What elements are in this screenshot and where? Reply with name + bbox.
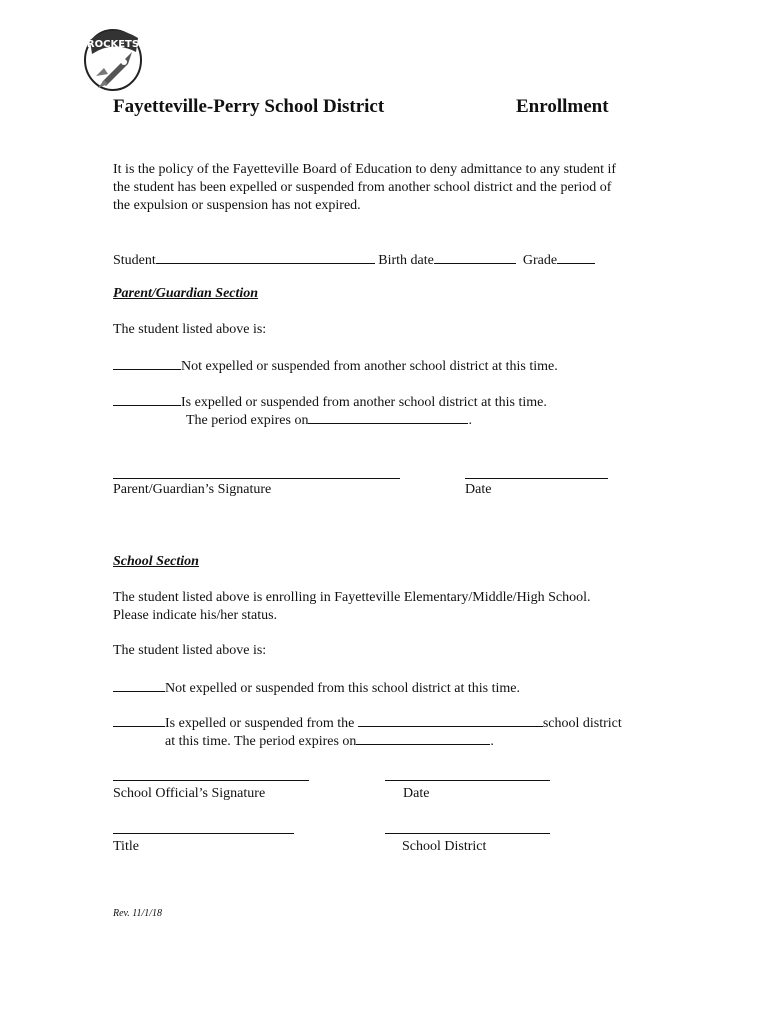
parent-option-2 [113,392,547,412]
parent-option-2-checkline[interactable] [113,392,181,406]
parent-option-1 [113,356,558,376]
grade-field[interactable] [557,250,595,264]
school-option-2-suffix: school district [542,716,622,731]
school-enroll-line-1: The student listed above is enrolling in Fayetteville Elementary/Middle/High School. [113,590,591,605]
school-option-1 [113,678,520,698]
parent-date-line[interactable] [465,478,608,479]
title-line[interactable] [113,833,294,834]
parent-expiry-row: The period expires on . [186,410,472,430]
school-expiry-row: at this time. The period expires on . [165,731,494,751]
parent-signature-line[interactable] [113,478,400,479]
title-label: Title [113,839,139,854]
student-row [113,250,595,270]
parent-option-2-text: Is expelled or suspended from another school district at this time. [181,395,547,410]
school-district-field[interactable] [358,713,543,727]
school-expiry-field[interactable] [356,731,490,745]
school-option-1-text: Not expelled or suspended from this school district at this time. [165,681,520,696]
parent-option-1-checkline[interactable] [113,356,181,370]
policy-line-1: It is the policy of the Fayetteville Board of Education to deny admittance to any student if [113,162,617,177]
district-logo [82,18,144,94]
school-option-1-checkline[interactable] [113,678,165,692]
district-name: Fayetteville-Perry School District [113,96,385,117]
school-enroll-line-2: Please indicate his/her status. [113,608,278,623]
revision-note: Rev. 11/1/18 [113,908,163,919]
birth-date-field[interactable] [434,250,516,264]
school-section-title: School Section [113,554,199,569]
parent-option-1-text: Not expelled or suspended from another school district at this time. [181,359,558,374]
grade-label: Grade [522,253,558,268]
student-name-field[interactable] [156,250,375,264]
logo-text: ROCKETS [86,39,140,50]
school-district-line[interactable] [385,833,550,834]
parent-date-label: Date [465,482,492,497]
parent-signature-label: Parent/Guardian’s Signature [113,482,272,497]
official-date-label: Date [403,786,430,801]
school-option-2-text: Is expelled or suspended from the [165,716,355,731]
school-intro: The student listed above is: [113,643,267,658]
student-label: Student [113,253,156,268]
school-expiry-label: at this time. The period expires on [165,734,357,749]
parent-intro: The student listed above is: [113,322,267,337]
parent-section-title: Parent/Guardian Section [113,286,259,301]
parent-expiry-field[interactable] [308,410,468,424]
school-option-2 [113,713,622,733]
form-title: Enrollment [516,96,609,117]
policy-line-2: the student has been expelled or suspended from another school district and the period of [113,180,612,195]
school-district-label: School District [402,839,487,854]
official-signature-label: School Official’s Signature [113,786,266,801]
school-option-2-checkline[interactable] [113,713,165,727]
official-signature-line[interactable] [113,780,309,781]
policy-line-3: the expulsion or suspension has not expired. [113,198,361,213]
birth-date-label: Birth date [378,253,434,268]
rocket-logo-icon [82,18,144,94]
parent-expiry-label: The period expires on [186,413,309,428]
official-date-line[interactable] [385,780,550,781]
